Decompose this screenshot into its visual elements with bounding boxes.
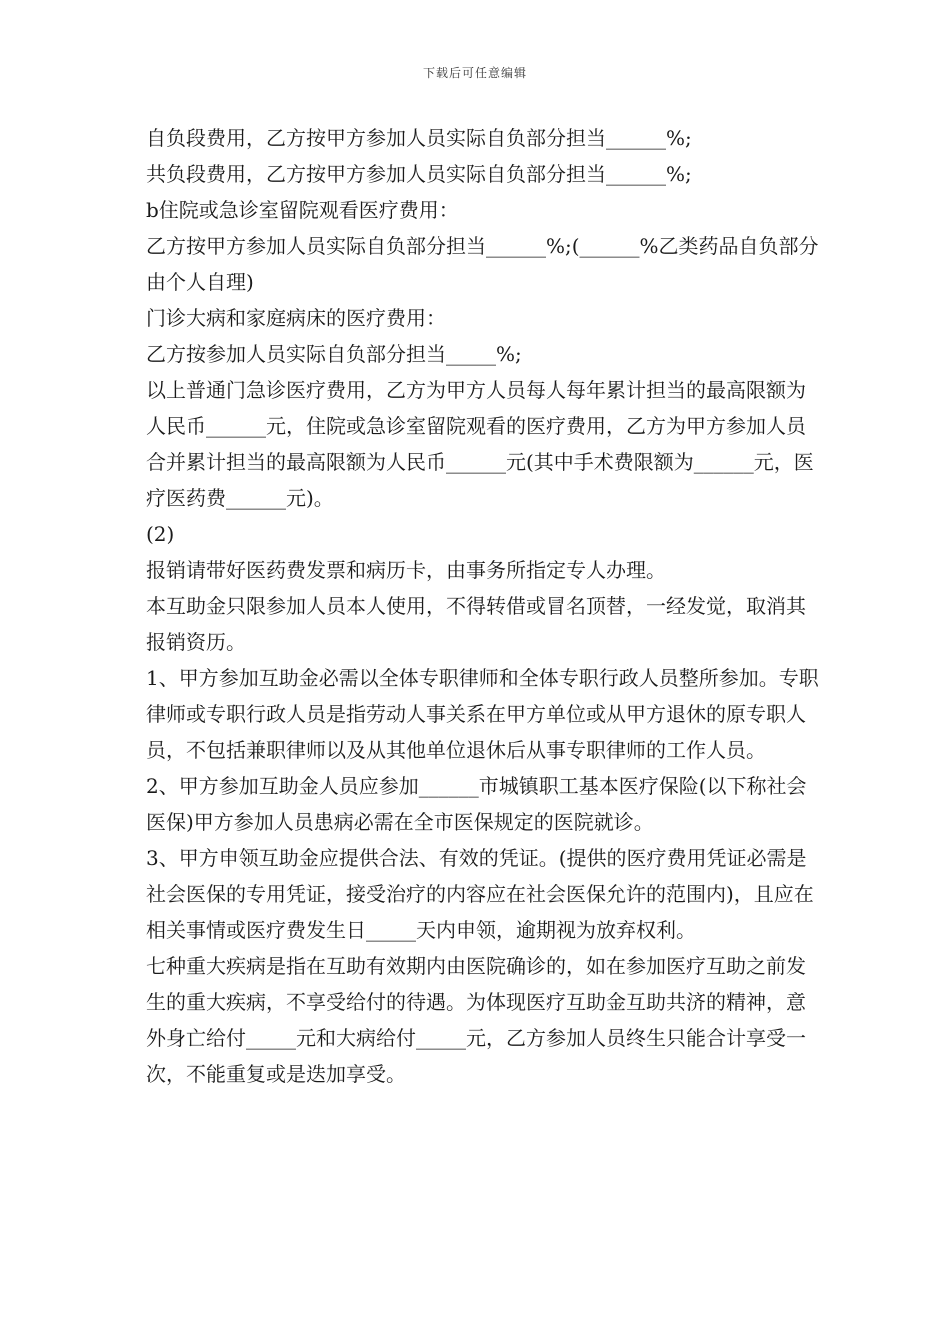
document-body	[146, 120, 822, 1092]
page-header: 下载后可任意编辑	[422, 66, 527, 80]
paragraph-outpatient-heading: 门诊大病和家庭病床的医疗费用：	[146, 306, 446, 330]
paragraph-self-pay: 自负段费用，乙方按甲方参加人员实际自负部分担当______%;	[146, 126, 692, 150]
paragraph-limits: 以上普通门急诊医疗费用，乙方为甲方人员每人每年累计担当的最高限额为人民币______元，住院或急诊室留院观看的医疗费用，乙方为甲方参加人员合并累计担当的最高限额为人民币______元(其中手术费限额为______元，医疗医药费______元)。	[146, 378, 814, 510]
paragraph-clause-2: 2、甲方参加互助金人员应参加______市城镇职工基本医疗保险(以下称社会医保)甲方参加人员患病必需在全市医保规定的医院就诊。	[146, 774, 807, 834]
paragraph-clause-3: 3、甲方申领互助金应提供合法、有效的凭证。(提供的医疗费用凭证必需是社会医保的专用凭证，接受治疗的内容应在社会医保允许的范围内)，且应在相关事情或医疗费发生日_____天内申领，逾期视为放弃权利。	[146, 846, 814, 942]
paragraph-outpatient-share: 乙方按参加人员实际自负部分担当_____%;	[146, 342, 522, 366]
paragraph-co-pay: 共负段费用，乙方按甲方参加人员实际自负部分担当______%;	[146, 162, 692, 186]
paragraph-reimbursement: 报销请带好医药费发票和病历卡，由事务所指定专人办理。	[146, 558, 666, 582]
paragraph-clause-1: 1、甲方参加互助金必需以全体专职律师和全体专职行政人员整所参加。专职律师或专职行政人员是指劳动人事关系在甲方单位或从甲方退休的原专职人员，不包括兼职律师以及从其他单位退休后从事专职律师的工作人员。	[146, 666, 819, 762]
paragraph-section-2: (2)	[146, 522, 175, 546]
paragraph-major-illness: 七种重大疾病是指在互助有效期内由医院确诊的，如在参加医疗互助之前发生的重大疾病，不享受给付的待遇。为体现医疗互助金互助共济的精神，意外身亡给付_____元和大病给付_____元，乙方参加人员终生只能合计享受一次，不能重复或是迭加享受。	[146, 954, 806, 1086]
paragraph-personal-use: 本互助金只限参加人员本人使用，不得转借或冒名顶替，一经发觉，取消其报销资历。	[146, 594, 806, 654]
paragraph-hospital-heading: b住院或急诊室留院观看医疗费用：	[146, 198, 459, 222]
paragraph-hospital-share: 乙方按甲方参加人员实际自负部分担当______%;(______%乙类药品自负部分由个人自理)	[146, 234, 819, 294]
